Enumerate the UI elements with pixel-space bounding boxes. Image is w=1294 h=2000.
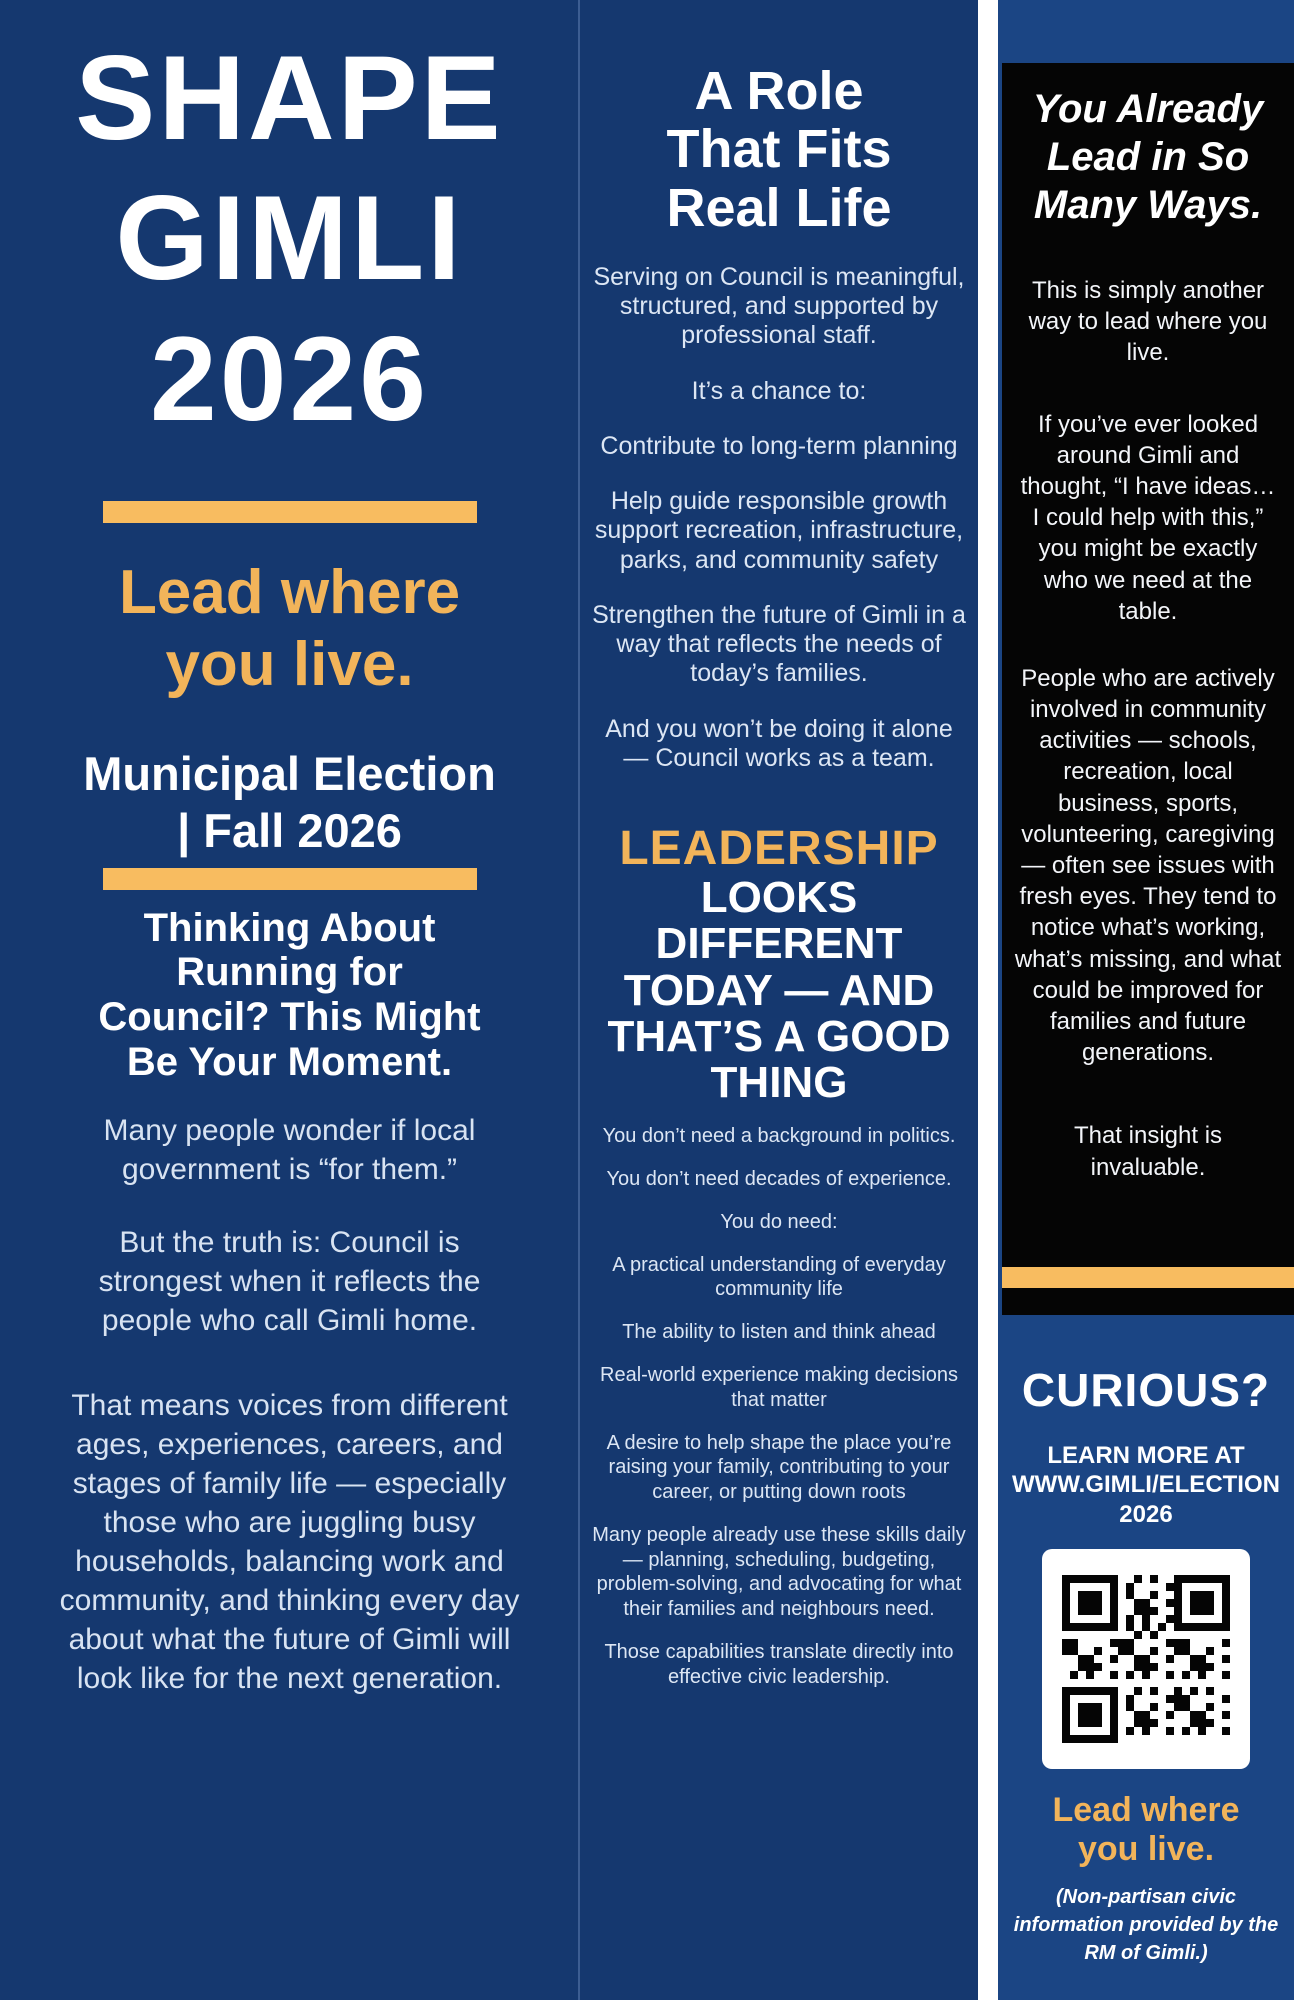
middle-paragraph: And you won’t be doing it alone — Council works as a team. <box>605 714 953 772</box>
middle-paragraph: Help guide responsible growth support recreation, infrastructure, parks, and community safety <box>594 487 964 574</box>
curious-section <box>998 1315 1294 1967</box>
right-column <box>998 0 1294 2000</box>
middle-list-item: The ability to listen and think ahead <box>622 1321 936 1344</box>
middle-list-item: You don’t need a background in politics. <box>602 1125 956 1148</box>
tagline-lead-where-you-live-bottom: Lead where you live. <box>1052 1790 1240 1868</box>
middle-list-item: You don’t need decades of experience. <box>606 1167 952 1190</box>
middle-list-item: Those capabilities translate directly into effective civic leadership. <box>604 1641 954 1688</box>
subtitle-municipal-election: Municipal Election | Fall 2026 <box>83 746 496 858</box>
column-divider-line <box>578 0 580 2000</box>
white-gutter <box>978 0 998 2000</box>
footnote-non-partisan: (Non-partisan civic information provided by the RM of Gimli.) <box>1013 1885 1279 1964</box>
panel-heading-you-already-lead: You Already Lead in So Many Ways. <box>1032 87 1264 227</box>
title-line-shape: SHAPE <box>75 31 504 165</box>
learn-more-text: LEARN MORE AT WWW.GIMLI/ELECTION 2026 <box>1012 1442 1280 1528</box>
middle-heading-a-role-that-fits-real-life: A Role That Fits Real Life <box>666 61 892 238</box>
divider-bar-bottom <box>103 868 477 890</box>
qr-code-icon <box>1062 1575 1230 1743</box>
left-column <box>0 0 579 2000</box>
title-line-2026: 2026 <box>150 311 429 446</box>
middle-subheading-looks-different-today: LOOKS DIFFERENT TODAY — AND THAT’S A GOOD THING <box>607 873 951 1107</box>
middle-list-item: Real-world experience making decisions that matter <box>600 1363 958 1411</box>
middle-list-item: A practical understanding of everyday community life <box>612 1253 946 1301</box>
tagline-lead-where-you-live: Lead where you live. <box>118 558 461 700</box>
middle-column <box>580 0 978 2000</box>
panel-paragraph: This is simply another way to lead where you live. <box>1028 277 1268 367</box>
accent-bar-orange <box>1002 1267 1294 1288</box>
middle-paragraph: Contribute to long-term planning <box>600 431 958 460</box>
title-line-gimli: GIMLI <box>115 171 464 306</box>
left-heading-thinking-about-running: Thinking About Running for Council? This Might Be Your Moment. <box>98 905 481 1085</box>
panel-paragraph: If you’ve ever looked around Gimli and thought, “I have ideas… I could help with this,” you might be exactly who we need at the table. <box>1020 410 1276 625</box>
panel-closing-that-insight: That insight is invaluable. <box>1073 1122 1223 1181</box>
qr-code <box>1042 1549 1250 1769</box>
middle-list-item: Many people already use these skills daily — planning, scheduling, budgeting, problem-solving, and advocating for what their families and neighbours need. <box>592 1523 966 1621</box>
middle-paragraph: Serving on Council is meaningful, structured, and supported by professional staff. <box>593 262 965 350</box>
middle-list-item: You do need: <box>720 1210 838 1233</box>
black-panel <box>1002 63 1294 1315</box>
accent-heading-leadership: LEADERSHIP <box>619 822 939 876</box>
panel-paragraph: People who are actively involved in community activities — schools, recreation, local business, sports, volunteering, caregiving — often see issues with fresh eyes. They tend to notice what’s working, what’s missing, and what could be improved for families and future generations. <box>1014 664 1282 1067</box>
middle-paragraph: It’s a chance to: <box>691 376 867 405</box>
left-paragraph: That means voices from different ages, experiences, careers, and stages of family life — especially those who are juggling busy households, balancing work and community, and thinking every day about what the future of Gimli will look like for the next generation. <box>59 1388 520 1695</box>
divider-bar-top <box>103 501 477 523</box>
curious-heading: CURIOUS? <box>1021 1364 1271 1416</box>
left-paragraph: But the truth is: Council is strongest when it reflects the people who call Gimli home. <box>98 1225 481 1337</box>
middle-list-item: A desire to help shape the place you’re raising your family, contributing to your career, or putting down roots <box>606 1431 952 1504</box>
left-paragraph: Many people wonder if local government is “for them.” <box>103 1113 476 1186</box>
middle-paragraph: Strengthen the future of Gimli in a way that reflects the needs of today’s families. <box>592 600 966 688</box>
poster-title <box>0 28 579 449</box>
